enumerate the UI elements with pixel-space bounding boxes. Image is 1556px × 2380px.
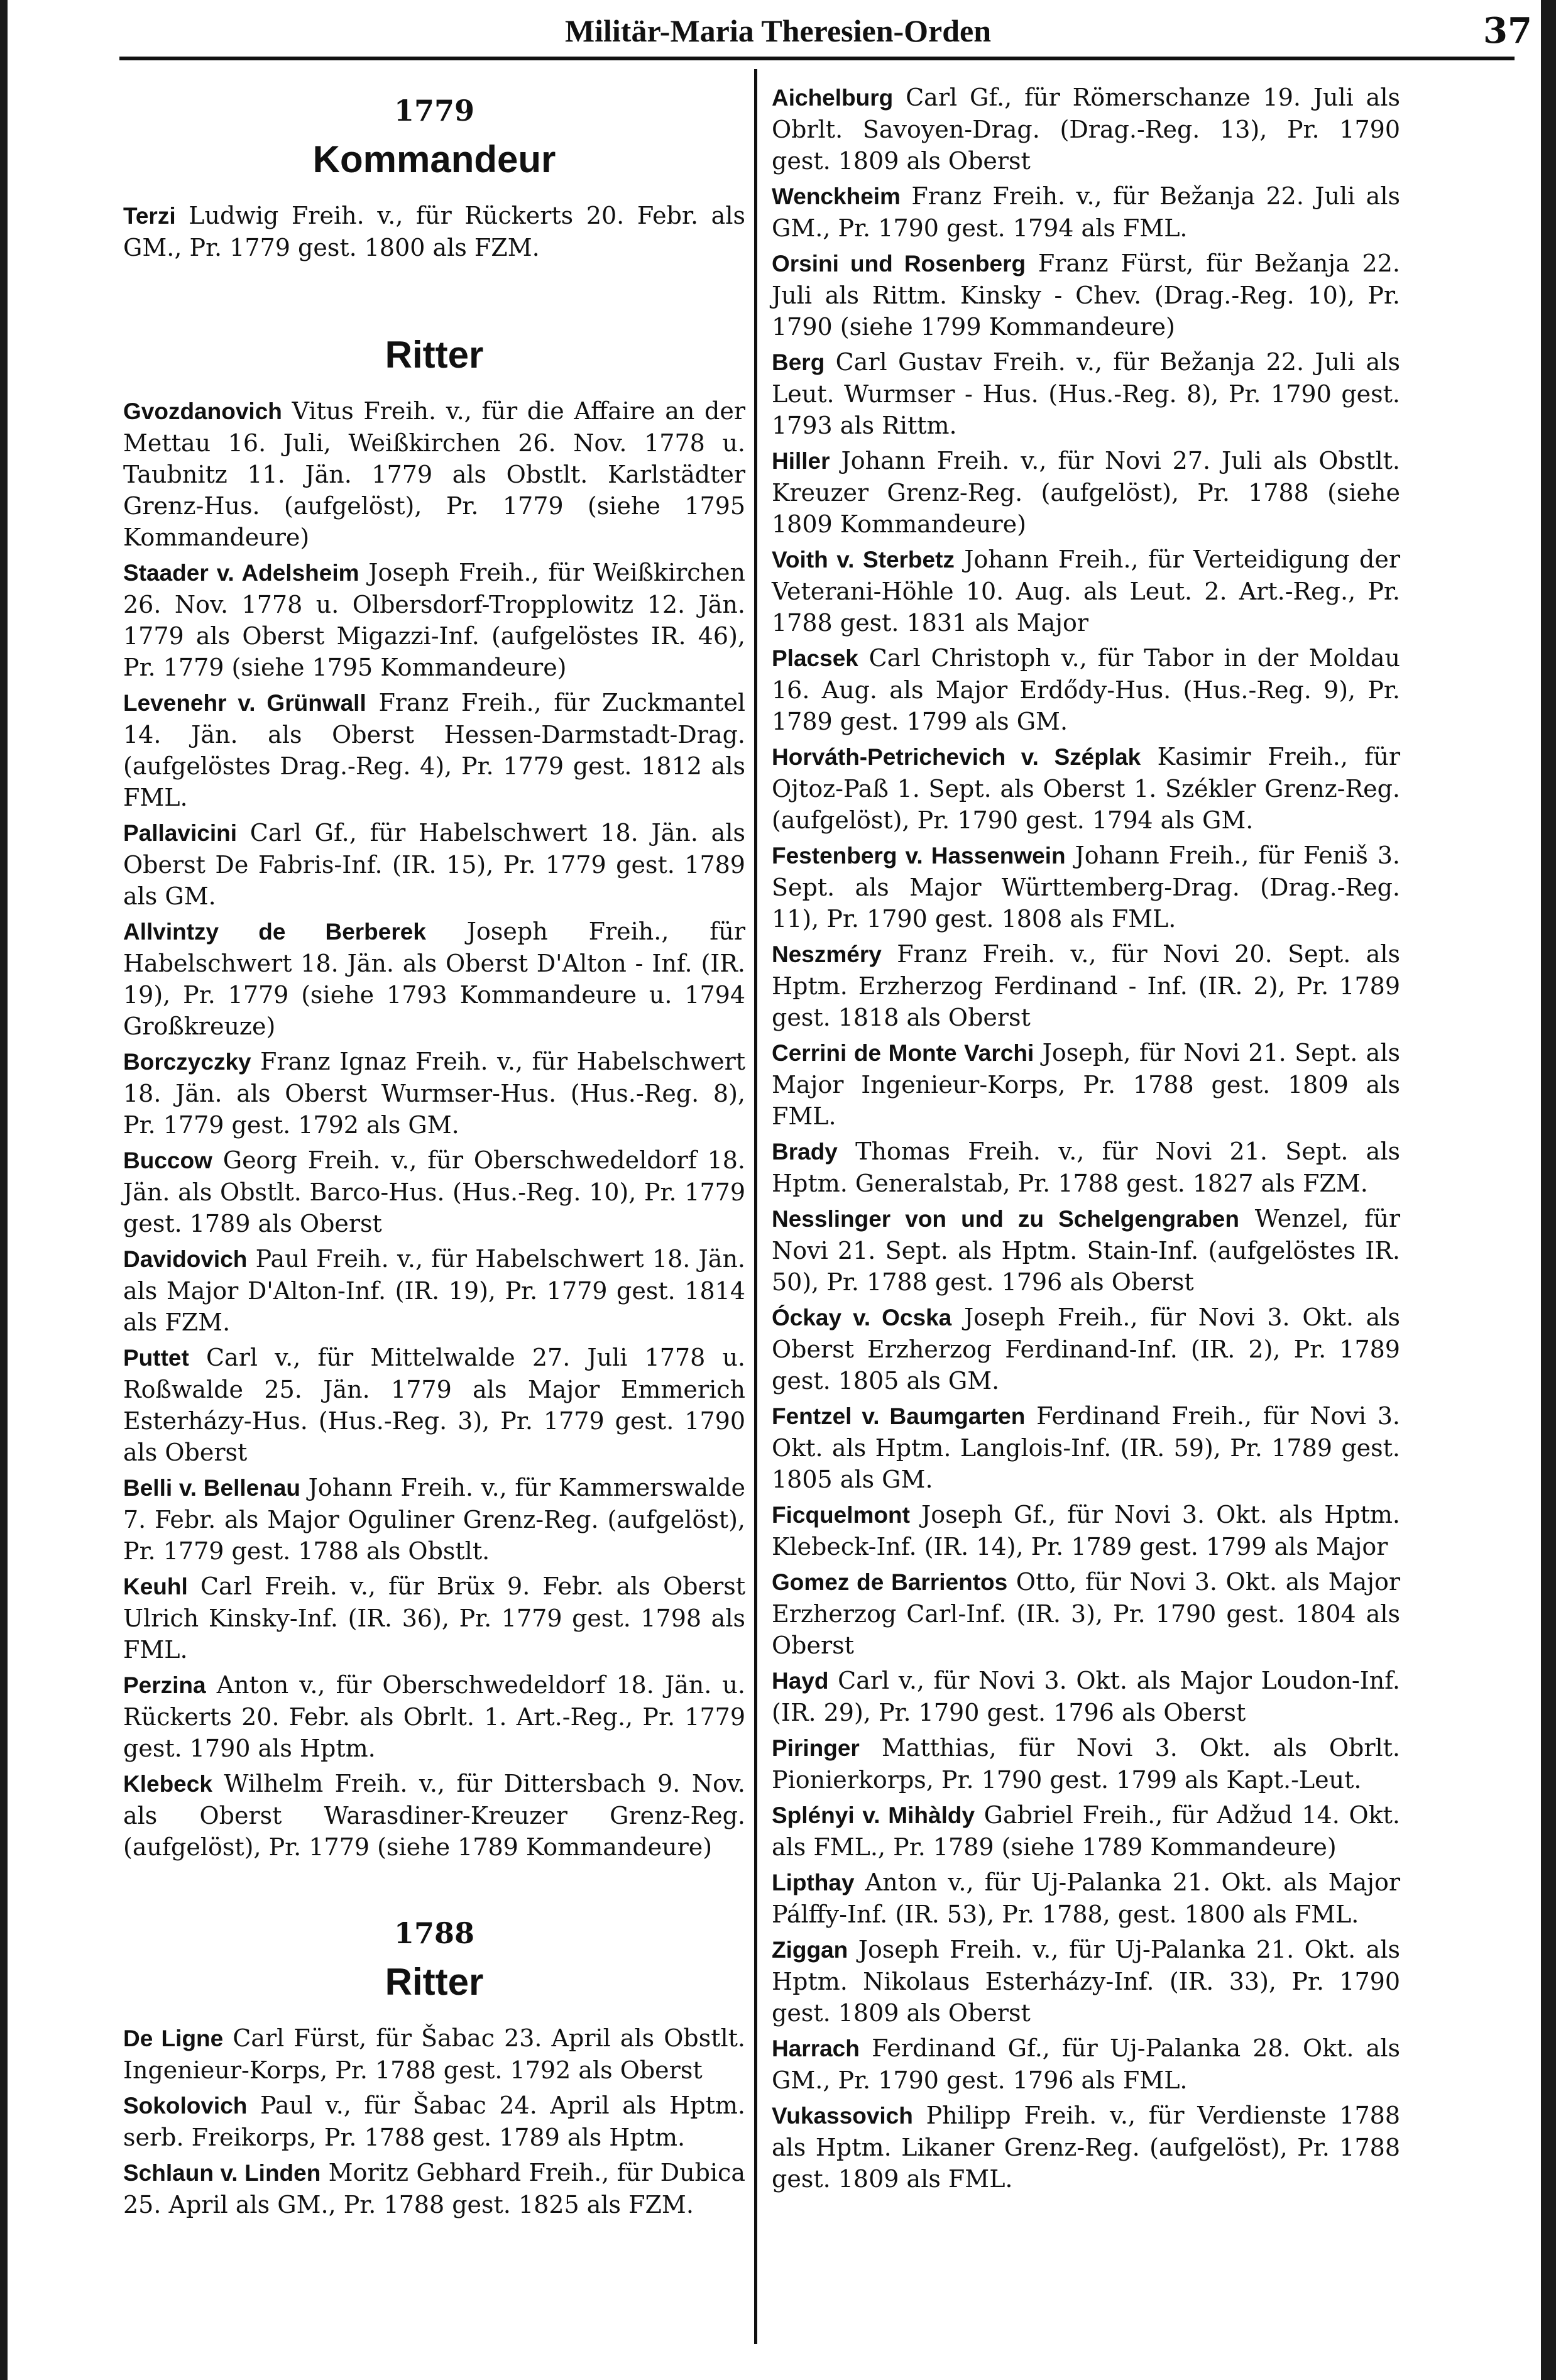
order-entry <box>772 2032 1400 2096</box>
entry-text: Joseph Gf., für Novi 3. Okt. als Hptm. Klebeck-Inf. (IR. 14), Pr. 1789 gest. 1799 als Major <box>772 1501 1400 1560</box>
entry-text: Georg Freih. v., für Oberschwedeldorf 18. Jän. als Obstlt. Barco-Hus. (Hus.-Reg. 10), Pr. 1779 gest. 1789 als Oberst <box>123 1146 745 1237</box>
entry-text: Carl Gf., für Habelschwert 18. Jän. als Oberst De Fabris-Inf. (IR. 15), Pr. 1779 gest. 1789 als GM. <box>123 819 745 910</box>
entry-name: Harrach <box>772 2036 860 2061</box>
entry-name: Ficquelmont <box>772 1502 910 1528</box>
order-entry <box>123 1472 745 1567</box>
entry-name: Brady <box>772 1139 838 1165</box>
order-entry <box>772 445 1400 540</box>
entry-text: Carl Christoph v., für Tabor in der Moldau 16. Aug. als Major Erdődy-Hus. (Hus.-Reg. 9), Pr. 1789 gest. 1799 als GM. <box>772 644 1400 735</box>
entry-text: Paul Freih. v., für Habelschwert 18. Jän. als Major D'Alton-Inf. (IR. 19), Pr. 1779 gest. 1814 als FZM. <box>123 1245 745 1336</box>
entry-text: Wenzel, für Novi 21. Sept. als Hptm. Stain-Inf. (aufgelöstes IR. 50), Pr. 1788 gest. 1796 als Oberst <box>772 1205 1400 1296</box>
entry-name: Voith v. Sterbetz <box>772 547 955 573</box>
entry-text: Franz Freih. v., für Bežanja 22. Juli als GM., Pr. 1790 gest. 1794 als FML. <box>772 182 1400 242</box>
entry-text: Johann Freih. v., für Novi 27. Juli als Obstlt. Kreuzer Grenz-Reg. (aufgelöst), Pr. 1788 (siehe 1809 Kommandeure) <box>772 447 1400 538</box>
entry-name: Belli v. Bellenau <box>123 1475 301 1501</box>
entry-name: Neszméry <box>772 941 882 967</box>
entry-name: Lipthay <box>772 1870 855 1895</box>
entry-text: Franz Fürst, für Bežanja 22. Juli als Rittm. Kinsky - Chev. (Drag.-Reg. 10), Pr. 1790 (siehe 1799 Kommandeure) <box>772 250 1400 341</box>
order-entry <box>772 938 1400 1033</box>
year-heading: 1788 <box>393 1916 475 1950</box>
entry-text: Carl Gustav Freih. v., für Bežanja 22. Juli als Leut. Wurmser - Hus. (Hus.-Reg. 8), Pr. 1790 gest. 1793 als Rittm. <box>772 348 1400 439</box>
order-entry <box>772 1665 1400 1728</box>
entry-text: Gabriel Freih., für Adžud 14. Okt. als FML., Pr. 1789 (siehe 1789 Kommandeure) <box>772 1801 1400 1861</box>
entry-text: Joseph Freih., für Habelschwert 18. Jän. als Oberst D'Alton - Inf. (IR. 19), Pr. 1779 (siehe 1793 Kommandeure u. 1794 Großkreuze) <box>123 918 745 1040</box>
left-column <box>123 82 745 2224</box>
entry-name: Hayd <box>772 1668 829 1694</box>
entry-text: Carl Fürst, für Šabac 23. April als Obstlt. Ingenieur-Korps, Pr. 1788 gest. 1792 als Oberst <box>123 2024 745 2084</box>
entry-text: Philipp Freih. v., für Verdienste 1788 als Hptm. Likaner Grenz-Reg. (aufgelöst), Pr. 1788 gest. 1809 als FML. <box>772 2102 1400 2193</box>
entry-text: Ludwig Freih. v., für Rückerts 20. Febr. als GM., Pr. 1779 gest. 1800 als FZM. <box>123 202 745 261</box>
order-entry <box>772 1400 1400 1495</box>
entry-text: Franz Freih., für Zuckmantel 14. Jän. als Oberst Hessen-Darmstadt-Drag. (aufgelöstes Drag.-Reg. 4), Pr. 1779 gest. 1812 als FML. <box>123 689 745 811</box>
entry-text: Ferdinand Gf., für Uj-Palanka 28. Okt. als GM., Pr. 1790 gest. 1796 als FML. <box>772 2034 1400 2094</box>
entry-text: Anton v., für Uj-Palanka 21. Okt. als Major Pálffy-Inf. (IR. 53), Pr. 1788, gest. 1800 als FML. <box>772 1868 1400 1928</box>
entry-text: Johann Freih., für Feniš 3. Sept. als Major Württemberg-Drag. (Drag.-Reg. 11), Pr. 1790 gest. 1808 als FML. <box>772 842 1400 933</box>
order-entry <box>772 1867 1400 1930</box>
entry-text: Johann Freih. v., für Kammerswalde 7. Febr. als Major Oguliner Grenz-Reg. (aufgelöst), Pr. 1779 gest. 1788 als Obstlt. <box>123 1474 746 1565</box>
order-entry <box>772 82 1400 177</box>
entry-text: Franz Freih. v., für Novi 20. Sept. als Hptm. Erzherzog Ferdinand - Inf. (IR. 2), Pr. 1789 gest. 1818 als Oberst <box>772 940 1400 1031</box>
entry-name: Óckay v. Ocska <box>772 1305 952 1330</box>
page-number: 37 <box>1483 10 1532 52</box>
entry-name: Horváth-Petrichevich v. Széplak <box>772 744 1141 770</box>
section-heading-ritter: Ritter <box>385 1961 484 2003</box>
entry-name: Piringer <box>772 1735 860 1761</box>
section-heading-ritter: Ritter <box>385 334 484 376</box>
kommandeur-list <box>123 200 745 263</box>
entry-text: Joseph Freih. v., für Uj-Palanka 21. Okt. als Hptm. Nikolaus Esterházy-Inf. (IR. 33), Pr. 1790 gest. 1809 als Oberst <box>772 1936 1400 2027</box>
entry-name: Splényi v. Mihàldy <box>772 1802 975 1828</box>
entry-name: Keuhl <box>123 1574 188 1599</box>
order-entry <box>772 2100 1400 2195</box>
entry-name: Staader v. Adelsheim <box>123 560 359 586</box>
entry-text: Johann Freih., für Verteidigung der Veterani-Höhle 10. Aug. als Leut. 2. Art.-Reg., Pr. 1788 gest. 1831 als Major <box>772 546 1400 637</box>
entry-name: Sokolovich <box>123 2093 248 2119</box>
order-entry <box>772 1302 1400 1396</box>
running-header: Militär-Maria Theresien-Orden <box>564 13 992 48</box>
entry-text: Moritz Gebhard Freih., für Dubica 25. April als GM., Pr. 1788 gest. 1825 als FZM. <box>123 2159 745 2218</box>
entry-name: Hiller <box>772 448 830 474</box>
order-entry <box>772 1136 1400 1199</box>
section-heading-kommandeur: Kommandeur <box>312 138 556 180</box>
order-entry <box>772 544 1400 639</box>
entry-name: Aichelburg <box>772 85 894 111</box>
entry-text: Paul v., für Šabac 24. April als Hptm. serb. Freikorps, Pr. 1788 gest. 1789 als Hptm. <box>123 2092 745 2151</box>
order-entry <box>123 1768 745 1863</box>
order-entry <box>123 2022 745 2086</box>
ritter-list <box>123 395 745 1863</box>
order-entry <box>123 916 745 1042</box>
entry-name: Gomez de Barrientos <box>772 1569 1008 1595</box>
entry-text: Joseph Freih., für Novi 3. Okt. als Oberst Erzherzog Ferdinand-Inf. (IR. 2), Pr. 1789 gest. 1805 als GM. <box>772 1303 1400 1395</box>
entry-name: Ziggan <box>772 1937 848 1963</box>
entry-name: Vukassovich <box>772 2103 913 2129</box>
entry-text: Carl Gf., für Römerschanze 19. Juli als Obrlt. Savoyen-Drag. (Drag.-Reg. 13), Pr. 1790 gest. 1809 als Oberst <box>772 84 1400 175</box>
entry-text: Carl v., für Novi 3. Okt. als Major Loudon-Inf. (IR. 29), Pr. 1790 gest. 1796 als Oberst <box>772 1667 1400 1726</box>
entry-name: Klebeck <box>123 1771 212 1797</box>
entry-name: Buccow <box>123 1148 212 1173</box>
column-divider <box>754 69 757 2344</box>
order-entry <box>123 1046 745 1141</box>
order-entry <box>123 817 745 912</box>
year-heading: 1779 <box>393 94 475 128</box>
entry-name: Orsini und Rosenberg <box>772 251 1026 277</box>
entry-name: Berg <box>772 349 825 375</box>
entry-name: Nesslinger von und zu Schelgengraben <box>772 1206 1239 1232</box>
entry-name: Festenberg v. Hassenwein <box>772 843 1066 869</box>
order-entry <box>772 1566 1400 1661</box>
order-entry <box>123 2157 745 2220</box>
entry-text: Kasimir Freih., für Ojtoz-Paß 1. Sept. als Oberst 1. Székler Grenz-Reg. (aufgelöst), Pr. 1790 gest. 1794 als GM. <box>772 743 1400 834</box>
order-entry <box>772 741 1400 836</box>
entry-text: Carl Freih. v., für Brüx 9. Febr. als Oberst Ulrich Kinsky-Inf. (IR. 36), Pr. 1779 gest. 1798 als FML. <box>123 1572 745 1664</box>
entry-text: Joseph, für Novi 21. Sept. als Major Ingenieur-Korps, Pr. 1788 gest. 1809 als FML. <box>772 1039 1400 1130</box>
entry-name: Cerrini de Monte Varchi <box>772 1040 1034 1066</box>
order-entry <box>123 1571 745 1665</box>
entry-name: Levenehr v. Grünwall <box>123 690 366 716</box>
entry-name: De Ligne <box>123 2026 224 2051</box>
order-entry <box>772 346 1400 441</box>
order-entry <box>123 1243 745 1338</box>
order-entry <box>772 248 1400 343</box>
order-entry <box>772 1732 1400 1796</box>
order-entry <box>772 1799 1400 1863</box>
entry-name: Fentzel v. Baumgarten <box>772 1403 1026 1429</box>
entry-text: Otto, für Novi 3. Okt. als Major Erzherzog Carl-Inf. (IR. 3), Pr. 1790 gest. 1804 als Oberst <box>772 1568 1400 1659</box>
order-entry <box>123 200 745 263</box>
entry-name: Placsek <box>772 645 858 671</box>
header-rule <box>119 57 1515 60</box>
entry-name: Gvozdanovich <box>123 398 282 424</box>
entry-text: Thomas Freih. v., für Novi 21. Sept. als Hptm. Generalstab, Pr. 1788 gest. 1827 als FZM. <box>772 1138 1400 1197</box>
order-entry <box>772 1203 1400 1298</box>
entry-text: Joseph Freih., für Weißkirchen 26. Nov. 1778 u. Olbersdorf-Tropplowitz 12. Jän. 1779 als Oberst Migazzi-Inf. (aufgelöstes IR. 46), Pr. 1779 (siehe 1795 Kommandeure) <box>123 559 745 681</box>
scan-edge-left <box>0 0 8 2380</box>
entry-name: Terzi <box>123 203 176 229</box>
order-entry <box>123 395 745 553</box>
entry-text: Matthias, für Novi 3. Okt. als Obrlt. Pionierkorps, Pr. 1790 gest. 1799 als Kapt.-Leut. <box>772 1734 1400 1794</box>
order-entry <box>123 2090 745 2153</box>
entry-text: Vitus Freih. v., für die Affaire an der Mettau 16. Juli, Weißkirchen 26. Nov. 1778 u. Taubnitz 11. Jän. 1779 als Obstlt. Karlstädter Grenz-Hus. (aufgelöst), Pr. 1779 (siehe 1795 Kommandeure) <box>123 397 745 551</box>
right-column <box>772 82 1400 2198</box>
order-entry <box>772 1499 1400 1562</box>
order-entry <box>772 840 1400 935</box>
order-entry <box>772 1934 1400 2029</box>
entry-text: Anton v., für Oberschwedeldorf 18. Jän. u. Rückerts 20. Febr. als Obrlt. 1. Art.-Reg., Pr. 1779 gest. 1790 als Hptm. <box>123 1671 745 1762</box>
entry-name: Borczyczky <box>123 1049 251 1075</box>
order-entry <box>123 1342 745 1468</box>
ritter-list <box>123 2022 745 2220</box>
order-entry <box>123 687 745 813</box>
entry-text: Wilhelm Freih. v., für Dittersbach 9. Nov. als Oberst Warasdiner-Kreuzer Grenz-Reg. (aufgelöst), Pr. 1779 (siehe 1789 Kommandeure) <box>123 1770 745 1861</box>
order-entry <box>123 1669 745 1764</box>
entry-name: Schlaun v. Linden <box>123 2160 321 2186</box>
entry-name: Pallavicini <box>123 820 237 846</box>
entry-name: Allvintzy de Berberek <box>123 919 426 945</box>
order-entry <box>123 557 745 683</box>
entry-name: Davidovich <box>123 1246 248 1272</box>
order-entry <box>772 180 1400 244</box>
entry-name: Perzina <box>123 1672 206 1698</box>
scan-edge-right <box>1541 0 1556 2380</box>
entry-text: Carl v., für Mittelwalde 27. Juli 1778 u. Roßwalde 25. Jän. 1779 als Major Emmerich Esterházy-Hus. (Hus.-Reg. 3), Pr. 1779 gest. 1790 als Oberst <box>123 1344 745 1466</box>
entry-text: Franz Ignaz Freih. v., für Habelschwert 18. Jän. als Oberst Wurmser-Hus. (Hus.-Reg. 8), Pr. 1779 gest. 1792 als GM. <box>123 1048 745 1139</box>
order-entry <box>772 1037 1400 1132</box>
entry-text: Ferdinand Freih., für Novi 3. Okt. als Hptm. Langlois-Inf. (IR. 59), Pr. 1789 gest. 1805 als GM. <box>772 1402 1400 1493</box>
entry-name: Puttet <box>123 1345 189 1371</box>
order-entry <box>772 642 1400 737</box>
order-entry <box>123 1144 745 1239</box>
entry-name: Wenckheim <box>772 184 901 209</box>
ritter-list-continued <box>772 82 1400 2195</box>
